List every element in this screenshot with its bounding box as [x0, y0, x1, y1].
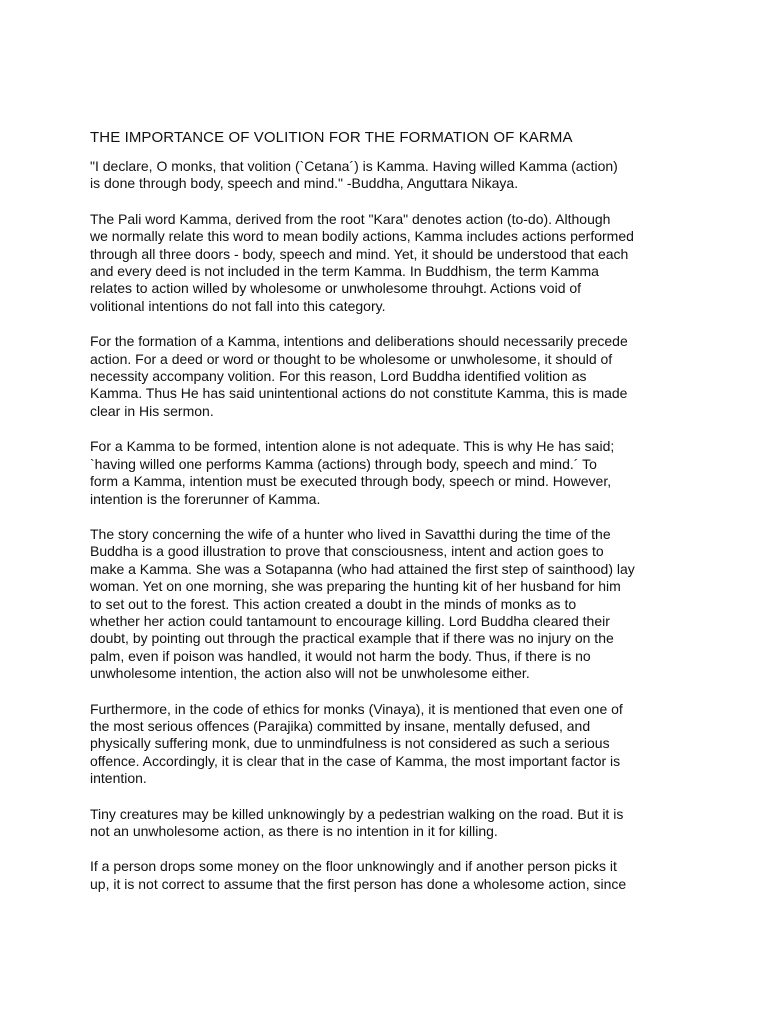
text-line: up, it is not correct to assume that the first person has done a wholesome action, since: [90, 875, 627, 892]
text-line: whether her action could tantamount to encourage killing. Lord Buddha cleared their: [90, 612, 610, 629]
text-line: intention.: [90, 770, 147, 787]
text-line: the most serious offences (Parajika) committed by insane, mentally defused, and: [90, 717, 591, 734]
text-line: offence. Accordingly, it is clear that in the case of Kamma, the most important factor is: [90, 752, 621, 769]
text-line: palm, even if poison was handled, it would not harm the body. Thus, if there is no: [90, 647, 591, 664]
text-line: necessity accompany volition. For this reason, Lord Buddha identified volition as: [90, 368, 587, 385]
text-line: doubt, by pointing out through the practical example that if there was no injury on the: [90, 630, 614, 647]
text-line: unwholesome intention, the action also will not be unwholesome either.: [90, 665, 530, 682]
text-line: volitional intentions do not fall into this category.: [90, 297, 386, 314]
text-line: relates to action willed by wholesome or unwholesome throuhgt. Actions void of: [90, 280, 582, 297]
paragraph-intention: [90, 438, 690, 508]
text-line: and every deed is not included in the term Kamma. In Buddhism, the term Kamma: [90, 263, 599, 280]
paragraph-creatures: [90, 806, 690, 841]
paragraph-formation: [90, 333, 690, 420]
text-line: action. For a deed or word or thought to be wholesome or unwholesome, it should of: [90, 350, 613, 367]
text-line: Furthermore, in the code of ethics for monks (Vinaya), it is mentioned that even one of: [90, 700, 623, 717]
text-line: "I declare, O monks, that volition (`Cetana´) is Kamma. Having willed Kamma (action): [90, 158, 618, 174]
text-line: is done through body, speech and mind." -Buddha, Anguttara Nikaya.: [90, 175, 519, 192]
text-line: Tiny creatures may be killed unknowingly by a pedestrian walking on the road. But it is: [90, 805, 624, 822]
text-line: we normally relate this word to mean bodily actions, Kamma includes actions performed: [90, 228, 634, 245]
text-line: woman. Yet on one morning, she was preparing the hunting kit of her husband for him: [90, 578, 621, 595]
text-line: The story concerning the wife of a hunter who lived in Savatthi during the time of the: [90, 525, 611, 542]
text-line: `having willed one performs Kamma (actions) through body, speech and mind.´ To: [90, 455, 597, 472]
text-line: For a Kamma to be formed, intention alone is not adequate. This is why He has said;: [90, 438, 615, 455]
document-title: THE IMPORTANCE OF VOLITION FOR THE FORMATION OF KARMA: [90, 129, 573, 146]
text-line: to set out to the forest. This action created a doubt in the minds of monks as to: [90, 595, 577, 612]
text-line: For the formation of a Kamma, intentions and deliberations should necessarily precede: [90, 333, 628, 350]
text-line: form a Kamma, intention must be executed through body, speech or mind. However,: [90, 473, 612, 490]
text-line: physically suffering monk, due to unmindfulness is not considered as such a serious: [90, 735, 610, 752]
text-line: If a person drops some money on the floor unknowingly and if another person picks it: [90, 858, 617, 875]
text-line: through all three doors - body, speech and mind. Yet, it should be understood that each: [90, 245, 629, 262]
text-line: not an unwholesome action, as there is no intention in it for killing.: [90, 823, 498, 839]
text-line: Buddha is a good illustration to prove that consciousness, intent and action goes to: [90, 543, 604, 560]
paragraph-vinaya: [90, 701, 690, 788]
text-line: clear in His sermon.: [90, 402, 214, 419]
paragraph-story: [90, 526, 690, 683]
text-line: make a Kamma. She was a Sotapanna (who had attained the first step of sainthood) lay: [90, 560, 635, 577]
paragraph-definition: [90, 211, 690, 315]
paragraph-money: [90, 858, 690, 893]
paragraph-quote: [90, 158, 690, 193]
document-page: [90, 128, 690, 911]
text-line: intention is the forerunner of Kamma.: [90, 490, 321, 507]
text-line: The Pali word Kamma, derived from the root "Kara" denotes action (to-do). Although: [90, 210, 611, 227]
text-line: Kamma. Thus He has said unintentional actions do not constitute Kamma, this is made: [90, 385, 628, 402]
